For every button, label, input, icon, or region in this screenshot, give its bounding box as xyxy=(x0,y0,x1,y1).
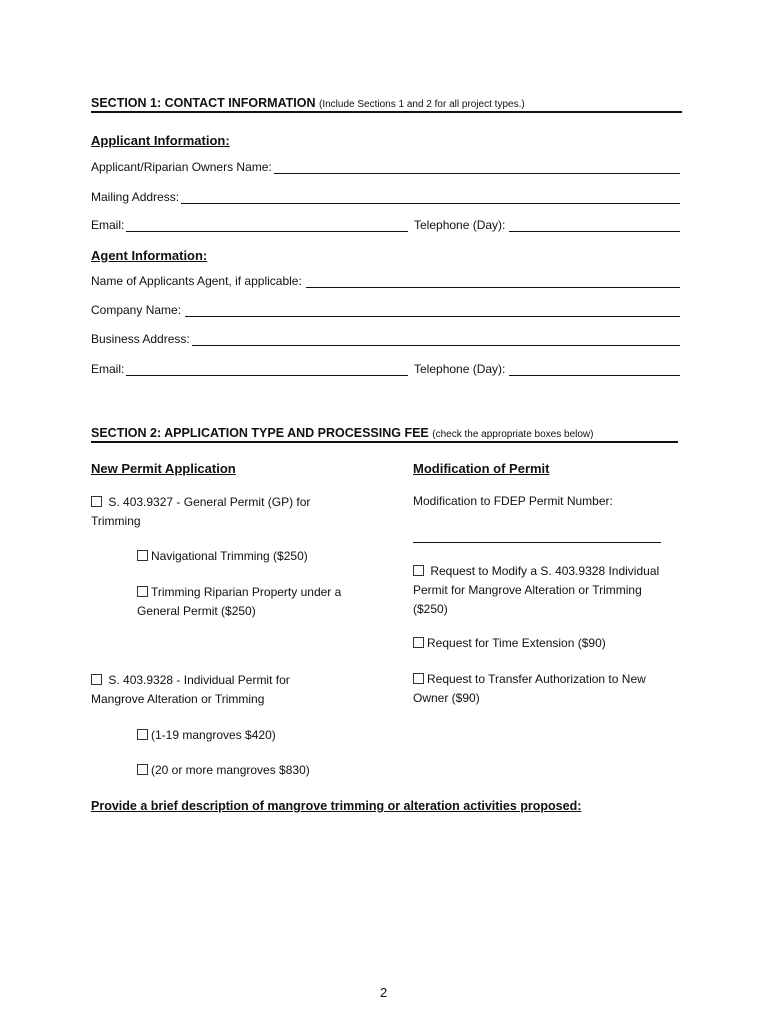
ip-checkbox[interactable] xyxy=(91,674,102,685)
agent-company-field[interactable] xyxy=(91,301,680,317)
applicant-email-label: Email: xyxy=(91,218,125,232)
applicant-email-field[interactable] xyxy=(91,216,408,232)
agent-name-label: Name of Applicants Agent, if applicable: xyxy=(91,274,302,288)
nav-trim-option[interactable] xyxy=(137,547,308,566)
agent-name-input[interactable] xyxy=(306,273,680,288)
applicant-telephone-field[interactable] xyxy=(414,216,680,232)
agent-business-address-input[interactable] xyxy=(192,331,680,346)
agent-telephone-label: Telephone (Day): xyxy=(414,362,506,376)
nav-trim-label: Navigational Trimming ($250) xyxy=(151,549,308,563)
agent-business-address-label: Business Address: xyxy=(91,332,190,346)
agent-email-field[interactable] xyxy=(91,360,408,376)
transfer-checkbox[interactable] xyxy=(413,673,424,684)
fee-small-option[interactable] xyxy=(137,726,276,745)
fee-large-option[interactable] xyxy=(137,761,310,780)
modification-heading: Modification of Permit xyxy=(413,461,550,476)
section1-title xyxy=(91,96,525,110)
extension-checkbox[interactable] xyxy=(413,637,424,648)
applicant-mailing-address-label: Mailing Address: xyxy=(91,190,180,204)
agent-company-label: Company Name: xyxy=(91,303,182,317)
transfer-label-line1: Request to Transfer Authorization to New xyxy=(427,672,646,686)
fee-large-label: (20 or more mangroves $830) xyxy=(151,763,310,777)
section2-title-text: SECTION 2: APPLICATION TYPE AND PROCESSING FEE xyxy=(91,426,429,440)
extension-label: Request for Time Extension ($90) xyxy=(427,636,606,650)
applicant-mailing-address-field[interactable] xyxy=(91,188,680,204)
agent-company-input[interactable] xyxy=(185,302,680,317)
extension-option[interactable] xyxy=(413,634,606,653)
modify-label-line3: ($250) xyxy=(413,602,448,616)
page-number: 2 xyxy=(380,985,388,1000)
agent-telephone-field[interactable] xyxy=(414,360,680,376)
applicant-telephone-label: Telephone (Day): xyxy=(414,218,506,232)
agent-email-input[interactable] xyxy=(126,361,408,376)
applicant-heading: Applicant Information: xyxy=(91,133,230,148)
permit-number-input[interactable] xyxy=(413,528,661,543)
modify-option[interactable] xyxy=(413,562,683,619)
applicant-telephone-input[interactable] xyxy=(509,217,680,232)
modify-label-line1: Request to Modify a S. 403.9328 Individual xyxy=(430,564,660,578)
applicant-email-input[interactable] xyxy=(126,217,408,232)
section2-note: (check the appropriate boxes below) xyxy=(432,429,594,440)
section2-rule xyxy=(91,441,678,443)
agent-telephone-input[interactable] xyxy=(509,361,680,376)
transfer-label-line2: Owner ($90) xyxy=(413,691,480,705)
applicant-mailing-address-input[interactable] xyxy=(181,189,680,204)
modify-label-line2: Permit for Mangrove Alteration or Trimming xyxy=(413,583,642,597)
ip-option[interactable] xyxy=(91,671,361,709)
nav-trim-checkbox[interactable] xyxy=(137,550,148,561)
section1-rule xyxy=(91,111,682,113)
applicant-owner-name-label: Applicant/Riparian Owners Name: xyxy=(91,160,272,174)
fee-small-label: (1-19 mangroves $420) xyxy=(151,728,276,742)
gp-label-line1: S. 403.9327 - General Permit (GP) for xyxy=(108,495,311,509)
gp-option[interactable] xyxy=(91,493,361,531)
riparian-trim-option[interactable] xyxy=(137,583,377,621)
description-label: Provide a brief description of mangrove trimming or alteration activities proposed: xyxy=(91,799,582,813)
section1-title-text: SECTION 1: CONTACT INFORMATION xyxy=(91,96,316,110)
description-input[interactable] xyxy=(91,822,680,962)
agent-name-field[interactable] xyxy=(91,272,680,288)
new-permit-heading: New Permit Application xyxy=(91,461,236,476)
agent-heading: Agent Information: xyxy=(91,248,208,263)
gp-label-line2: Trimming xyxy=(91,514,141,528)
ip-label-line1: S. 403.9328 - Individual Permit for xyxy=(108,673,290,687)
section2-title xyxy=(91,426,593,440)
applicant-owner-name-input[interactable] xyxy=(274,159,680,174)
fee-large-checkbox[interactable] xyxy=(137,764,148,775)
fee-small-checkbox[interactable] xyxy=(137,729,148,740)
riparian-trim-checkbox[interactable] xyxy=(137,586,148,597)
ip-label-line2: Mangrove Alteration or Trimming xyxy=(91,692,265,706)
transfer-option[interactable] xyxy=(413,670,683,708)
gp-checkbox[interactable] xyxy=(91,496,102,507)
agent-email-label: Email: xyxy=(91,362,125,376)
agent-business-address-field[interactable] xyxy=(91,330,680,346)
riparian-trim-label-line2: General Permit ($250) xyxy=(137,604,256,618)
modify-checkbox[interactable] xyxy=(413,565,424,576)
riparian-trim-label-line1: Trimming Riparian Property under a xyxy=(151,585,342,599)
permit-number-label: Modification to FDEP Permit Number: xyxy=(413,494,613,508)
section1-note: (Include Sections 1 and 2 for all project types.) xyxy=(319,99,525,110)
applicant-owner-name-field[interactable] xyxy=(91,158,680,174)
